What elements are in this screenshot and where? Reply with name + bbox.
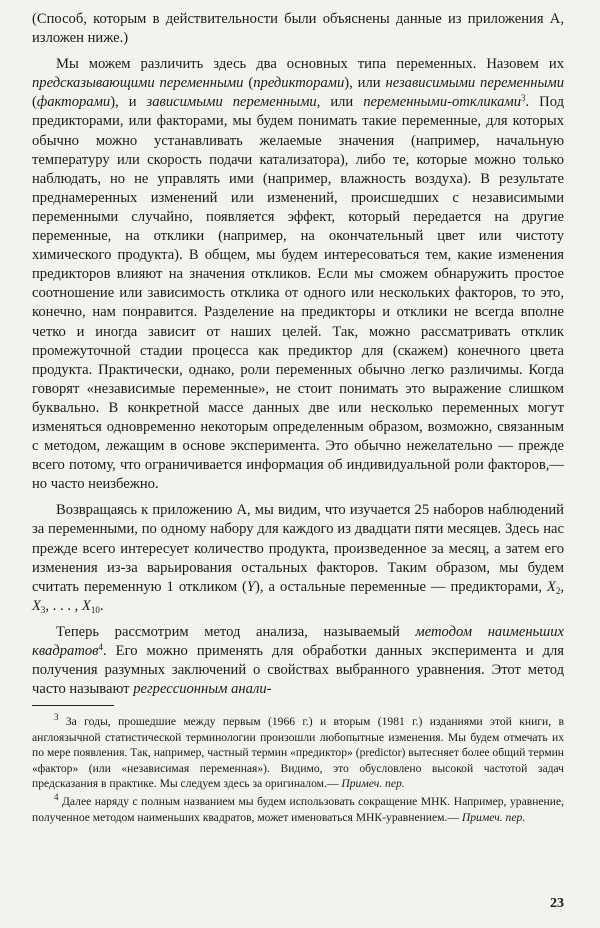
text-run: (	[243, 75, 254, 92]
page-number: 23	[550, 896, 564, 911]
paragraph-3	[32, 501, 564, 616]
italic-term: регрессионным анали-	[133, 681, 272, 698]
italic-term: предикторами	[253, 75, 345, 92]
math-subscript: 10	[90, 604, 100, 615]
italic-term: методом наименьших квадратов	[32, 623, 564, 659]
footnote-text: Далее наряду с полным названием мы будем использовать сокращение МНК. Например, уравнение, полученное методом наименьших квадратов, может именоваться МНК-уравнением.—	[32, 795, 564, 824]
text-run: .	[99, 597, 104, 614]
paragraph-4	[32, 623, 564, 699]
footnote-3	[32, 714, 564, 791]
footnote-ref-3[interactable]: 3	[521, 93, 526, 104]
text-run: , . . . ,	[45, 597, 82, 614]
text-run: , или	[316, 94, 364, 111]
text-run: (	[32, 94, 37, 111]
translator-note: Примеч. пер.	[461, 810, 526, 824]
text-run: . Его можно применять для обработки данных эксперимента и для получения разумных заключений о свойствах выбранного уравнения. Этот метод часто называют	[32, 643, 564, 698]
text-run: Мы можем различить здесь два основных типа переменных. Назовем их	[56, 56, 564, 73]
text-run: ), а остальные переменные — предикторами,	[255, 578, 547, 595]
text-run: Теперь рассмотрим метод анализа, называемый	[56, 623, 416, 640]
math-subscript: 2	[555, 585, 561, 596]
italic-term: независимыми переменными	[385, 75, 565, 92]
text-run: ), и	[110, 94, 147, 111]
footnote-divider	[32, 705, 114, 706]
math-var: Y	[246, 578, 256, 595]
text-run: ,	[560, 578, 564, 595]
footnote-ref-4[interactable]: 4	[98, 642, 104, 652]
footnote-4	[32, 794, 564, 825]
translator-note: Примеч. пер.	[341, 776, 405, 790]
math-var: X	[32, 597, 41, 614]
text-run: . Под предикторами, или факторами, мы будем понимать такие переменные, для которых обычно можно устанавливать желаемые значения (например, начальную температуру или скорость подачи катализатора), либо те, которые можно только наблюдать, но не управлять ими (например, влажность воздуха). В результате преднамеренных изменений или изменений, происшедших с независимыми переменными случайно, появляется эффект, который передается на другие переменные, на отклики (например, на окончательный цвет или чистоту химического продукта). В общем, мы будем интересоваться тем, какие изменения предикторов влияют на значения откликов. Если мы сможем обнаружить простое соотношение или зависимость отклика от одного или нескольких факторов, то это, конечно, нам понравится. Разделение на предикторы и отклики не всегда вполне четко и иногда зависит от наших целей. Так, можно рассматривать отклик промежуточной стадии процесса как предиктор для (скажем) конечного цвета продукта. Практически, однако, роли переменных обычно легко различимы. Когда говорят «независимые переменные», не стоит понимать это выражение слишком буквально. В конкретной массе данных две или несколько переменных могут изменяться одновременно некоторым определенным образом, возможно, связанным с методом, лежащим в основе эксперимента. Это обычно нежелательно — прежде всего потому, что ограничивается информация об индивидуальной роли факторов,— но часто неизбежно.	[32, 94, 564, 493]
italic-term: факторами	[36, 94, 111, 111]
footnote-mark: 4	[54, 792, 59, 803]
italic-term: переменными-откликами	[363, 94, 522, 111]
footnote-text: За годы, прошедшие между первым (1966 г.) и вторым (1981 г.) изданиями этой книги, в англоязычной статистической терминологии произошли любопытные изменения. Мы будем отмечать их по мере появления. Так, например, частный термин «предиктор» (predictor) вытесняет более общий термин «фактор» (или «независимая переменная»). Видимо, это обусловлено высокой частотой задач предсказания в практике. Мы следуем здесь за оригиналом.—	[32, 715, 564, 790]
footnote-mark: 3	[54, 712, 59, 723]
paragraph-2	[32, 55, 564, 494]
text-run: Возвращаясь к приложению А, мы видим, что изучается 25 наборов наблюдений за переменными, по одному набору для каждого из двадцати пяти месяцев. Здесь нас прежде всего интересует количество продукта, произведенное за месяц, а затем его изменения из-за варьирования остальных факторов. Таким образом, мы будем считать переменную 1 откликом (	[32, 502, 564, 595]
paragraph-1: (Способ, которым в действительности были объяснены данные из приложения А, изложен ниже.)	[32, 11, 564, 47]
main-text	[32, 10, 564, 699]
math-var: X	[546, 578, 556, 595]
text-run: ), или	[344, 75, 386, 92]
italic-term: предсказывающими переменными	[32, 75, 244, 92]
italic-term: зависимыми переменными	[146, 94, 317, 111]
math-var: X	[81, 597, 91, 614]
math-subscript: 3	[40, 604, 46, 615]
footnotes	[32, 714, 564, 825]
